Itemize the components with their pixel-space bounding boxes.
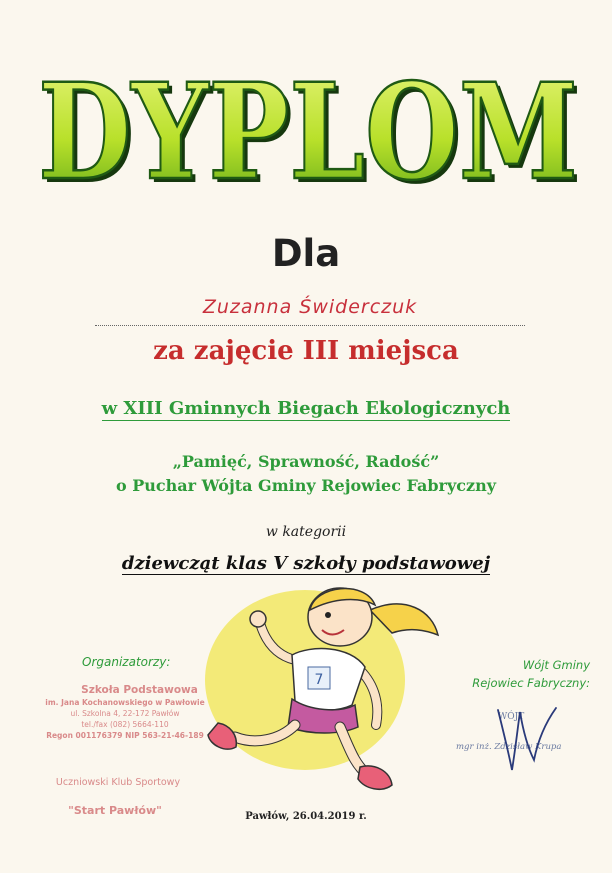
category-label: w kategorii xyxy=(265,524,347,540)
school-stamp-address: ul. Szkolna 4, 22-172 Pawłów xyxy=(70,709,180,718)
signatory-label xyxy=(440,656,590,692)
school-stamp-name: Szkoła Podstawowa xyxy=(81,684,198,696)
place-and-date: Pawłów, 26.04.2019 r. xyxy=(245,811,367,822)
diploma-title-text: DYPLOM xyxy=(38,55,578,200)
signatory-label-line1: Wójt Gminy xyxy=(522,658,590,672)
school-stamp-phone: tel./fax (082) 5664-110 xyxy=(81,720,169,729)
club-name: Uczniowski Klub Sportowy xyxy=(55,777,181,788)
school-stamp xyxy=(30,697,220,741)
school-stamp-patron: im. Jana Kochanowskiego w Pawłowie xyxy=(45,698,205,707)
signatory-stamp-title: WÓJT xyxy=(498,712,525,722)
signatory-label-line2: Rejowiec Fabryczny: xyxy=(472,676,590,690)
runner-illustration xyxy=(200,575,450,805)
diploma-title xyxy=(28,50,588,200)
school-stamp-ids: Regon 001176379 NIP 563-21-46-189 xyxy=(46,731,204,740)
recipient-name: Zuzanna Świderczuk xyxy=(202,296,418,318)
diploma-title-shadow: DYPLOM xyxy=(42,59,582,200)
signatory-stamp-name: mgr inż. Zdzisław Krupa xyxy=(456,742,562,752)
achievement-text: za zajęcie III miejsca xyxy=(153,336,459,366)
event-motto: „Pamięć, Sprawność, Radość” xyxy=(172,452,440,471)
event-title-wrap xyxy=(0,398,612,419)
category-wrap xyxy=(0,553,612,574)
cup-text: o Puchar Wójta Gminy Rejowiec Fabryczny xyxy=(115,476,497,495)
eye xyxy=(325,612,331,618)
club-quote: "Start Pawłów" xyxy=(68,804,162,817)
for-label: Dla xyxy=(271,232,341,275)
recipient-dotted-line xyxy=(95,325,525,326)
category-text: dziewcząt klas V szkoły podstawowej xyxy=(121,553,491,574)
event-title: w XIII Gminnych Biegach Ekologicznych xyxy=(101,398,511,419)
fist xyxy=(250,611,266,627)
organizers-label: Organizatorzy: xyxy=(82,655,171,669)
handwritten-signature xyxy=(468,700,578,775)
back-shoe xyxy=(358,766,392,789)
shirt-number: 7 xyxy=(314,672,324,688)
